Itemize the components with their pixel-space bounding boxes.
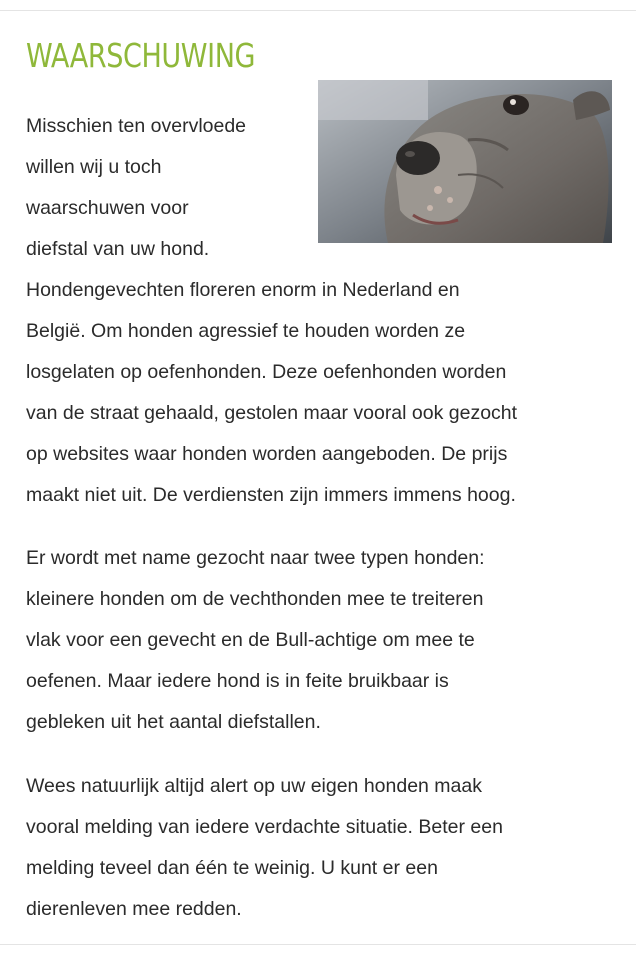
text-line: op websites waar honden worden aangeboden. De prijs	[26, 443, 508, 465]
text-line: willen wij u toch	[26, 156, 162, 178]
text-line: kleinere honden om de vechthonden mee te treiteren	[26, 588, 484, 610]
dog-photo	[318, 80, 612, 243]
text-line: België. Om honden agressief te houden worden ze	[26, 320, 466, 342]
text-line: dierenleven mee redden.	[26, 898, 242, 920]
text-line: losgelaten op oefenhonden. Deze oefenhonden worden	[26, 361, 507, 383]
dog-illustration	[318, 80, 612, 243]
text-line: waarschuwen voor	[26, 197, 189, 219]
text-line: diefstal van uw hond.	[26, 238, 210, 260]
text-line: Wees natuurlijk altijd alert op uw eigen honden maak	[26, 775, 482, 797]
bottom-divider	[0, 944, 636, 945]
text-line: maakt niet uit. De verdiensten zijn immers immens hoog.	[26, 484, 516, 506]
top-divider	[0, 10, 636, 11]
text-line: Misschien ten overvloede	[26, 115, 247, 137]
text-line: vlak voor een gevecht en de Bull-achtige om mee te	[26, 629, 475, 651]
text-line: van de straat gehaald, gestolen maar vooral ook gezocht	[26, 402, 518, 424]
text-line: Er wordt met name gezocht naar twee typen honden:	[26, 547, 485, 569]
text-line: vooral melding van iedere verdachte situatie. Beter een	[26, 816, 503, 838]
text-line: oefenen. Maar iedere hond is in feite bruikbaar is	[26, 670, 449, 692]
page-title: WAARSCHUWING	[26, 36, 256, 75]
text-line: gebleken uit het aantal diefstallen.	[26, 711, 321, 733]
text-line: melding teveel dan één te weinig. U kunt er een	[26, 857, 438, 879]
text-line: Hondengevechten floreren enorm in Nederland en	[26, 279, 460, 301]
